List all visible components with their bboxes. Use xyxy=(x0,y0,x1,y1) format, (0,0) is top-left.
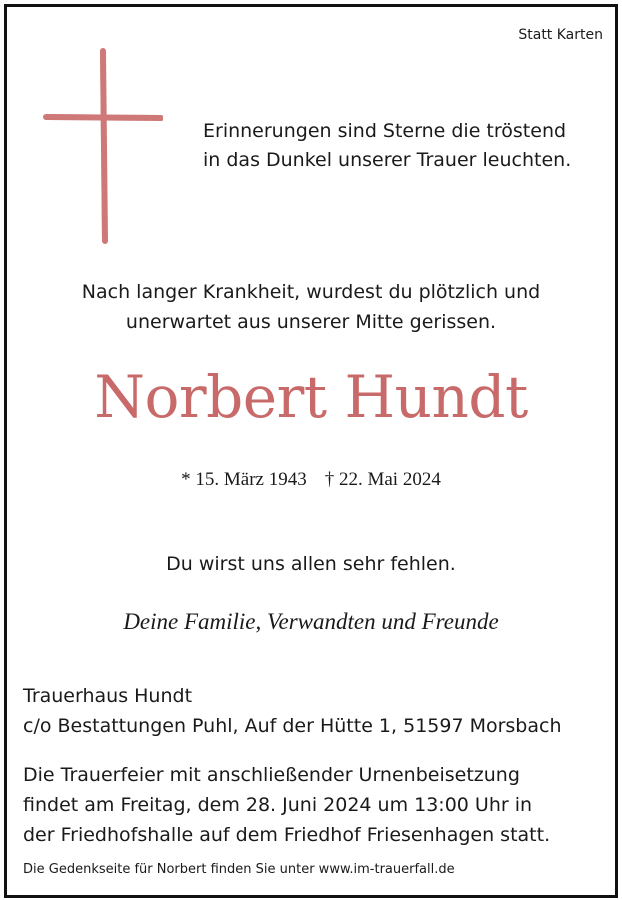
ceremony-line: findet am Freitag, dem 28. Juni 2024 um 13:00 Uhr in xyxy=(23,794,533,816)
quote-line: Erinnerungen sind Sterne die tröstend xyxy=(203,120,567,142)
ceremony-line: Die Trauerfeier mit anschließender Urnenbeisetzung xyxy=(23,764,520,786)
intro-text xyxy=(7,277,615,337)
farewell-text: Du wirst uns allen sehr fehlen. xyxy=(166,553,456,575)
ceremony-line: der Friedhofshalle auf dem Friedhof Friesenhagen statt. xyxy=(23,824,551,846)
obituary-notice xyxy=(4,4,618,898)
deceased-name: Norbert Hundt xyxy=(94,363,528,431)
intro-line: unerwartet aus unserer Mitte gerissen. xyxy=(125,311,497,333)
intro-line: Nach langer Krankheit, wurdest du plötzlich und xyxy=(81,281,541,303)
family-signature: Deine Familie, Verwandten und Freunde xyxy=(123,609,499,634)
life-dates xyxy=(7,469,615,491)
memorial-page-note: Die Gedenkseite für Norbert finden Sie unter www.im-trauerfall.de xyxy=(23,862,455,877)
cross-icon xyxy=(43,45,163,245)
address-line: Trauerhaus Hundt xyxy=(23,685,193,707)
address-line: c/o Bestattungen Puhl, Auf der Hütte 1, 51597 Morsbach xyxy=(23,715,562,737)
quote xyxy=(203,117,598,175)
ceremony-info xyxy=(23,760,603,850)
quote-line: in das Dunkel unserer Trauer leuchten. xyxy=(203,149,572,171)
birth-date: * 15. März 1943 xyxy=(181,469,307,490)
statt-karten-label: Statt Karten xyxy=(518,27,603,43)
mourning-address xyxy=(23,681,562,741)
death-date: † 22. Mai 2024 xyxy=(324,469,441,490)
